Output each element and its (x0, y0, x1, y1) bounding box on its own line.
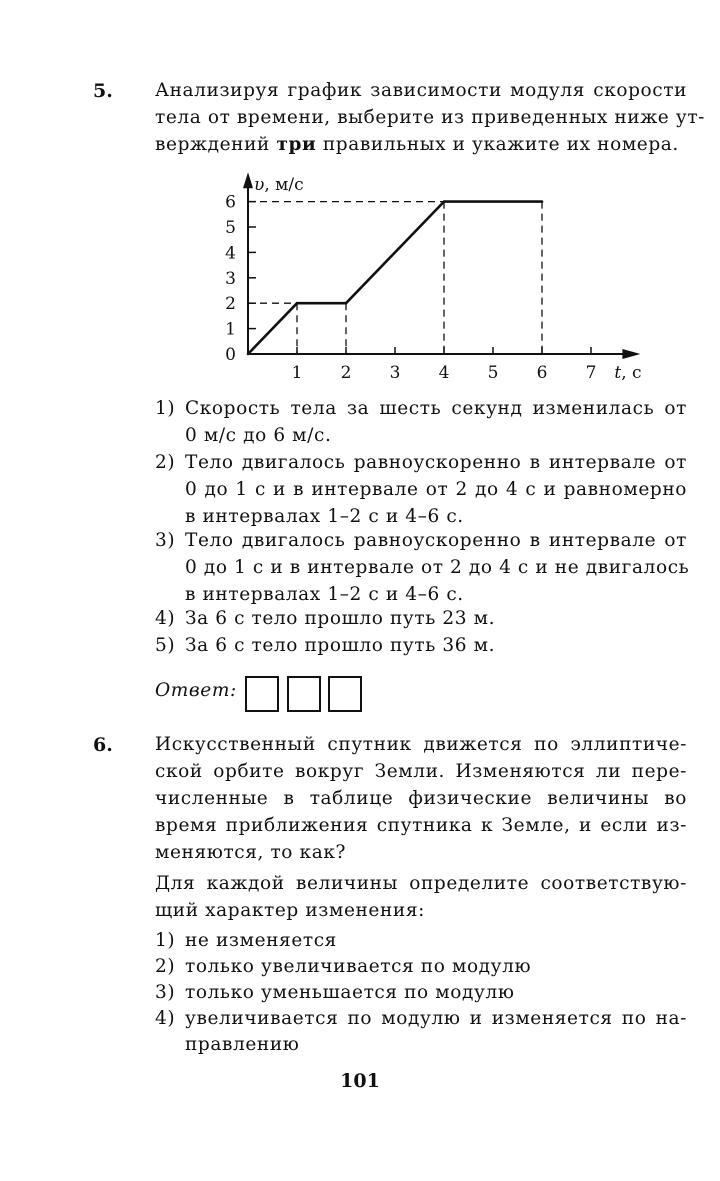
q5-option-1-num: 1) (155, 398, 176, 419)
x-tick-label: 4 (438, 363, 450, 383)
question-6-text-line-5: меняются, то как? (155, 842, 346, 863)
q5-option-2-line-2: 0 до 1 с и в интервале от 2 до 4 с и равномерно (185, 479, 687, 500)
x-axis-arrow (622, 349, 640, 359)
y-tick-label: 2 (225, 294, 236, 315)
q6-option-3-text: только уменьшается по модулю (185, 982, 515, 1003)
q6-option-2-text: только увеличивается по модулю (185, 956, 532, 977)
page-number: 101 (340, 1070, 380, 1092)
answer-label: Ответ: (155, 680, 237, 701)
q5-option-3-line-1: Тело двигалось равноускоренно в интервале от (185, 530, 687, 551)
q6-option-1-text: не изменяется (185, 930, 337, 951)
x-tick-label: 1 (291, 363, 303, 383)
q6-option-4-line-1: увеличивается по модулю и изменяется по на- (185, 1008, 687, 1029)
q5-option-3-line-3: в интервалах 1–2 с и 4–6 с. (185, 584, 464, 605)
y-tick-label: 4 (225, 243, 236, 264)
question-5-text-line-2: тела от времени, выберите из приведенных ниже ут- (155, 107, 706, 128)
q6-option-1-num: 1) (155, 930, 176, 951)
answer-box-3[interactable] (328, 676, 362, 712)
q5-option-2-line-3: в интервалах 1–2 с и 4–6 с. (185, 506, 464, 527)
q5-option-3-line-2: 0 до 1 с и в интервале от 2 до 4 с и не двигалось (185, 557, 690, 578)
y-tick-label: 3 (225, 268, 236, 289)
question-6-text-line-1: Искусственный спутник движется по эллиптиче- (155, 734, 687, 755)
q5-option-4-num: 4) (155, 608, 176, 629)
y-axis-label-unit: , м/с (264, 175, 304, 196)
q5-option-3-num: 3) (155, 530, 176, 551)
y-axis-label (254, 175, 304, 195)
x-axis-label-var: t (614, 363, 622, 383)
y-tick-label: 1 (225, 319, 236, 340)
q6-option-2-num: 2) (155, 956, 176, 977)
velocity-time-chart (0, 160, 720, 560)
q5-option-5-line-1: За 6 с тело прошло путь 36 м. (185, 635, 496, 656)
q5-option-2-num: 2) (155, 452, 176, 473)
q6-option-3-num: 3) (155, 982, 176, 1003)
y-tick-label: 0 (225, 345, 236, 365)
question-5-text-line-1: Анализируя график зависимости модуля скорости (155, 80, 687, 101)
q5-option-2-line-1: Тело двигалось равноускоренно в интервале от (185, 452, 687, 473)
q5-option-4-line-1: За 6 с тело прошло путь 23 м. (185, 608, 496, 629)
question-5-text-part: правильных и укажите их номера. (322, 134, 679, 155)
answer-box-2[interactable] (287, 676, 321, 712)
q6-option-4-num: 4) (155, 1008, 176, 1029)
question-5-text-line-3 (155, 134, 679, 155)
x-tick-label: 6 (536, 363, 548, 383)
question-6-instruction-line-1: Для каждой величины определите соответствую- (155, 873, 687, 894)
x-tick-label: 5 (487, 363, 499, 383)
x-axis-label-unit: , с (621, 363, 642, 383)
answer-box-1[interactable] (245, 676, 279, 712)
y-axis-label-var: υ (254, 175, 265, 196)
y-tick-label: 5 (225, 218, 236, 238)
question-6-number: 6. (93, 734, 113, 756)
x-tick-label: 3 (389, 363, 401, 383)
x-tick-label: 7 (585, 363, 597, 383)
q5-option-5-num: 5) (155, 635, 176, 656)
x-tick-label: 2 (340, 363, 352, 383)
velocity-segment (346, 202, 444, 304)
question-6-text-line-3: численные в таблице физические величины во (155, 788, 687, 809)
question-5-text-part: верждений (155, 134, 270, 155)
q6-option-4-line-2: правлению (185, 1034, 300, 1055)
question-6-text-line-2: ской орбите вокруг Земли. Изменяются ли пере- (155, 761, 687, 782)
x-axis-label (614, 363, 641, 383)
y-axis-arrow (243, 172, 253, 188)
question-6-instruction-line-2: щий характер изменения: (155, 900, 425, 921)
question-5-emphasis: три (276, 134, 317, 155)
question-5-number: 5. (93, 80, 113, 102)
q5-option-1-line-1: Скорость тела за шесть секунд изменилась от (185, 398, 687, 419)
q5-option-1-line-2: 0 м/с до 6 м/с. (185, 425, 332, 446)
y-tick-label: 6 (225, 192, 236, 213)
question-6-text-line-4: время приближения спутника к Земле, и если из- (155, 815, 687, 836)
